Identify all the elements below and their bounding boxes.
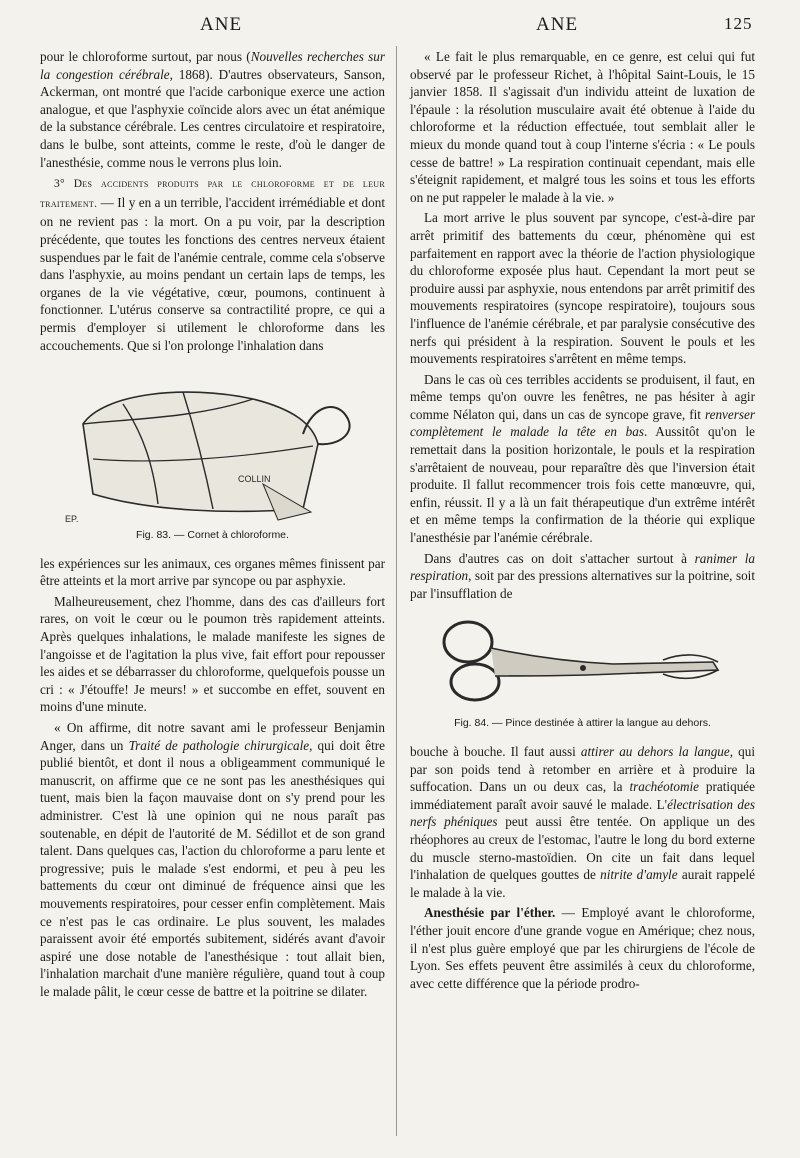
figure-84 [410, 612, 755, 733]
right-paragraph-3: Dans le cas où ces terribles accidents se produisent, il faut, en même temps qu'on ouvre les fenêtres, ne pas hésiter à agir comme Nélaton qui, dans un cas de syncope grave, fit renverser complètement le malade la tête en bas. Aussitôt qu'on le remettait dans la position horizontale, le pouls et la respiration s'arrêtaient de nouveau, pour reparaître dès que l'inversion était produite. Il fallut recommencer trois fois cette manœuvre, qui, enfin, réussit. Il y a là un fait thérapeutique d'un extrême intérêt et en même temps la confirmation de la théorie qui explique l'anesthésie par l'anémie cérébrale. [410, 371, 755, 546]
tongue-forceps-illustration [433, 612, 733, 712]
right-paragraph-6: Anesthésie par l'éther. — Employé avant le chloroforme, l'éther jouit encore d'une grande vogue en Amérique; chez nous, il n'est plus guère employé que par les chirurgiens de l'école de Lyon. Ses effets peuvent être assimilés à ceux du chloroforme, avec cette différence que la période prodro- [410, 905, 755, 991]
left-running-head: ANE [200, 14, 243, 35]
left-paragraph-1: pour le chloroforme surtout, par nous (Nouvelles recherches sur la congestion cérébrale, 1868). D'autres observateurs, Sanson, Ackerman, ont montré que l'acide carbonique exerce une action analogue, et que l'asphyxie coïncide alors avec un état anémique de la substance cérébrale. Les centres circulatoire et respiratoire, dans le bulbe, sont atteints, comme le reste, d'où le danger de l'anesthésie, comme nous le verrons plus loin. [40, 49, 386, 170]
figure-84-caption: Fig. 84. — Pince destinée à attirer la langue au dehors. [454, 717, 711, 730]
right-column [410, 48, 755, 995]
right-paragraph-4: Dans d'autres cas on doit s'attacher surtout à ranimer la respiration, soit par des pressions alternatives sur la poitrine, soit par l'insufflation de [410, 550, 756, 601]
left-column [40, 48, 385, 1004]
chloroform-cone-illustration [63, 364, 363, 524]
left-paragraph-3: les expériences sur les animaux, ces organes mêmes finissent par être atteints et la mort arrive par syncope ou par asphyxie. [40, 555, 385, 589]
figure-83-caption: Fig. 83. — Cornet à chloroforme. [136, 529, 289, 542]
section-heading-ether: Anesthésie par l'éther. [424, 905, 556, 921]
right-paragraph-5: bouche à bouche. Il faut aussi attirer au dehors la langue, qui par son poids tend à retomber en arrière et à produire la suffocation. Dans un ou deux cas, la trachéotomie pratiquée immédiatement paraît avoir sauvé le malade. L'électrisation des nerfs phéniques peut aussi être tentée. On applique un des rhéophores au creux de l'estomac, l'autre le long du bord externe du muscle sterno-mastoïdien. On cite un fait dans lequel l'inhalation de quelques gouttes de nitrite d'amyle aurait rappelé le malade à la vie. [410, 744, 756, 900]
section-heading-accidents: 3° Des accidents produits par le chloroforme et de leur traitement. [40, 178, 385, 210]
right-running-head: ANE [536, 14, 579, 35]
left-paragraph-5: « On affirme, dit notre savant ami le professeur Benjamin Anger, dans un Traité de pathologie chirurgicale, qui doit être publié bientôt, et dont il nous a obligeamment communiqué le manuscrit, on affirme que ce ne sont pas les anesthésiques qui tuent, mais bien la façon mauvaise dont on s'y prend pour les administrer. C'est là une opinion qui ne nous paraît pas soutenable, en dépit de l'autorité de M. Sédillot et de son grand talent. Dans quelques cas, l'action du chloroforme a paru lente et progressive; puis le malade s'est endormi, et peu à peu les battements du cœur ont diminué de fréquence ainsi que les mouvements respiratoires, pour cesser enfin complètement. Mais ce n'est pas le cas ordinaire. Le plus souvent, les malades paraissent avoir été emportés subitement, sidérés avant d'avoir aspiré une dose notable de l'anesthésique : tout allait bien, l'inhalation marchait d'une manière régulière, quand tout à coup le malade pâlit, le cœur cesse de battre et la poitrine se dilater. [40, 720, 385, 999]
fig83-maker-mark: COLLIN [237, 474, 271, 485]
left-paragraph-4: Malheureusement, chez l'homme, dans des cas d'ailleurs fort rares, on voit le cœur ou le poumon très rapidement atteints. Après quelques inhalations, le malade manifeste les signes de l'angoisse et de l'agitation la plus vive, fait effort pour repousser les aides et se débarrasser du chloroforme, quelquefois pousse un cri : « J'étouffe! Je meurs! » et succombe en effet, souvent en moins d'une minute. [40, 593, 385, 715]
right-paragraph-1: « Le fait le plus remarquable, en ce genre, est celui qui fut observé par le professeur Richet, à l'hôpital Saint-Louis, le 15 janvier 1858. Il s'agissait d'un individu atteint de luxation de l'épaule : la résolution musculaire avait été obtenue à l'aide du chloroforme et la réduction effectuée, tout semblait aller le mieux du monde quand tout à coup l'interne s'écria : « Le pouls cesse de battre! » La respiration continuait cependant, mais elle s'éteignit rapidement, et malgré tous les soins et tous les efforts on ne put rappeler le malade à la vie. » [410, 49, 755, 205]
column-divider [396, 46, 397, 1136]
figure-83 [40, 364, 385, 545]
right-paragraph-2: La mort arrive le plus souvent par syncope, c'est-à-dire par arrêt primitif des battements du cœur, phénomène qui est parfaitement en rapport avec la théorie de l'action physiologique du chloroforme exposée plus haut. Cependant la mort peut se produire aussi par asphyxie, nous entendons par arrêt primitif des mouvements respiratoires (syncope respiratoire), toujours sous l'influence de l'anémie cérébrale, et par paralysie consécutive des nerfs qui président à la respiration. Souvent le pouls et les mouvements respiratoires s'arrêtent en même temps. [410, 210, 755, 367]
fig83-engraver-mark: EP. [64, 514, 78, 525]
left-paragraph-2: 3° Des accidents produits par le chloroforme et de leur traitement. — Il y en a un terrible, l'accident irrémédiable et dont on ne revient pas : la mort. On a pu voir, par la description précédente, que toutes les fonctions des centres nerveux étaient suspendues par le fait de l'anémie centrale, comme cela s'observe dans l'asphyxie, au moins pendant un certain laps de temps, les organes de la vie végétative, cœur, poumons, continuent à fonctionner. L'utérus conserve sa contractilité propre, ce qui a permis d'employer si utilement le chloroforme dans les accouchements. Que si l'on prolonge l'inhalation dans [40, 178, 385, 353]
page-number: 125 [724, 14, 753, 33]
